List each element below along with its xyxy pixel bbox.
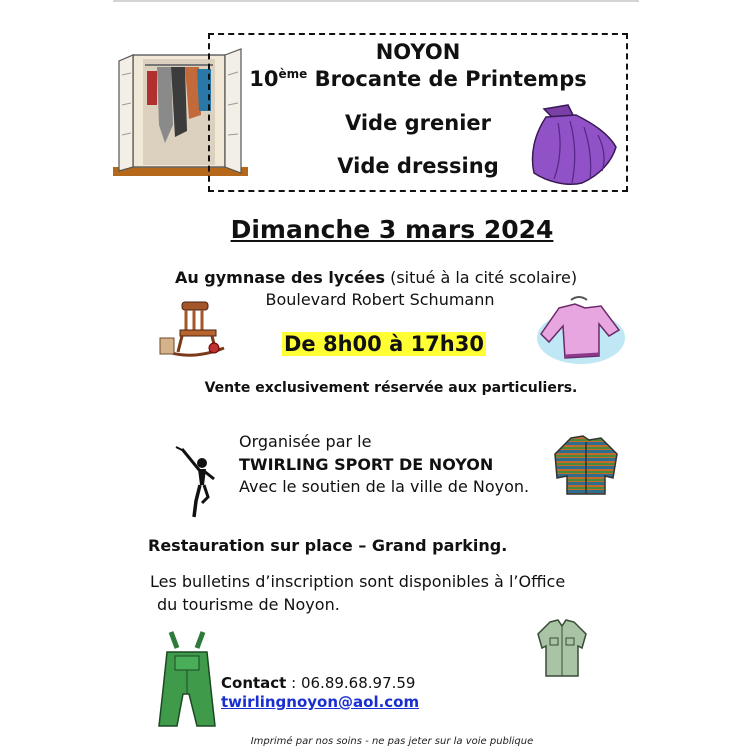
top-divider xyxy=(113,0,639,2)
edition-suffix: ème xyxy=(278,67,308,81)
catering-notice: Restauration sur place – Grand parking. xyxy=(148,536,508,555)
town-title: NOYON xyxy=(375,40,461,64)
contact-phone: : 06.89.68.97.59 xyxy=(291,674,416,692)
organizer-intro: Organisée par le xyxy=(239,432,372,451)
contact-email-link[interactable]: twirlingnoyon@aol.com xyxy=(221,693,420,711)
dancer-illustration xyxy=(170,445,218,521)
event-name: Brocante de Printemps xyxy=(314,67,587,91)
venue-street: Boulevard Robert Schumann xyxy=(265,290,495,309)
rocking-chair-illustration xyxy=(158,298,230,360)
vide-dressing-label: Vide dressing xyxy=(337,154,499,178)
restriction-notice: Vente exclusivement réservée aux particuliers. xyxy=(204,380,578,396)
venue-name: Au gymnase des lycées xyxy=(174,268,385,287)
vide-grenier-label: Vide grenier xyxy=(344,111,492,135)
sweater-illustration xyxy=(535,292,627,370)
venue-note: (situé à la cité scolaire) xyxy=(390,268,578,287)
contact-label: Contact xyxy=(221,674,287,692)
venue-line xyxy=(0,268,752,287)
green-shirt-illustration xyxy=(536,618,588,680)
edition-number: 10 xyxy=(249,67,279,91)
contact-line xyxy=(221,674,415,692)
organizer-club: TWIRLING SPORT DE NOYON xyxy=(239,455,494,474)
opening-hours: De 8h00 à 17h30 xyxy=(284,332,484,356)
striped-jacket-illustration xyxy=(553,434,619,496)
event-title xyxy=(208,67,628,91)
organizer-support: Avec le soutien de la ville de Noyon. xyxy=(239,477,530,496)
event-date: Dimanche 3 mars 2024 xyxy=(230,215,554,244)
purple-skirt-illustration xyxy=(528,103,620,188)
registration-line-2: du tourisme de Noyon. xyxy=(157,595,340,614)
footer-note: Imprimé par nos soins - ne pas jeter sur la voie publique xyxy=(250,736,534,747)
green-overalls-illustration xyxy=(155,630,219,730)
registration-line-1: Les bulletins d’inscription sont disponibles à l’Office xyxy=(150,572,566,591)
